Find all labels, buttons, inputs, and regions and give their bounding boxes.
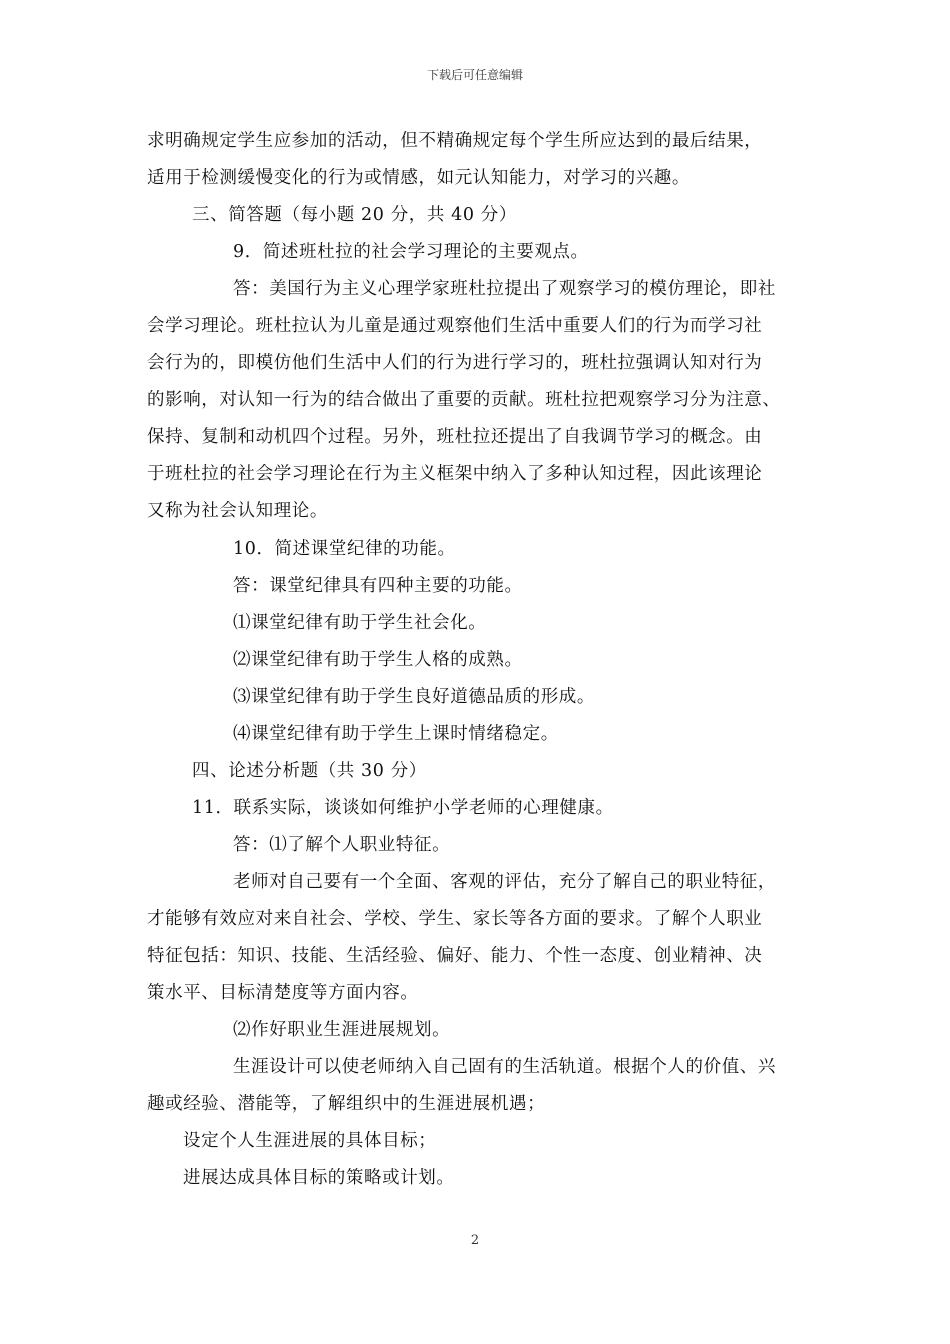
page-number: 2 (470, 1233, 480, 1248)
body-line: 策水平、目标清楚度等方面内容。 (147, 983, 419, 1003)
body-line: 适用于检测缓慢变化的行为或情感，如元认知能力，对学习的兴趣。 (147, 168, 690, 188)
question: 9．简述班杜拉的社会学习理论的主要观点。 (233, 242, 589, 262)
body-line: 生涯设计可以使老师纳入自己固有的生活轨道。根据个人的价值、兴 (233, 1057, 776, 1077)
list-item: ⑶课堂纪律有助于学生良好道德品质的形成。 (233, 687, 595, 707)
body-line: 进展达成具体目标的策略或计划。 (183, 1168, 455, 1188)
body-line: 特征包括：知识、技能、生活经验、偏好、能力、个性一态度、创业精神、决 (147, 946, 763, 966)
answer-line: 答：课堂纪律具有四种主要的功能。 (233, 576, 523, 596)
question: 10．简述课堂纪律的功能。 (233, 539, 456, 559)
body-line: 保持、复制和动机四个过程。另外，班杜拉还提出了自我调节学习的概念。由 (147, 427, 763, 447)
body-line: 会行为的，即模仿他们生活中人们的行为进行学习的，班杜拉强调认知对行为 (147, 353, 763, 373)
body-line: 的影响，对认知一行为的结合做出了重要的贡献。班杜拉把观察学习分为注意、 (147, 390, 781, 410)
body-line: 才能够有效应对来自社会、学校、学生、家长等各方面的要求。了解个人职业 (147, 909, 763, 929)
section-heading: 三、简答题（每小题 20 分，共 40 分） (192, 205, 517, 225)
list-item: ⑴课堂纪律有助于学生社会化。 (233, 613, 487, 633)
body-line: 求明确规定学生应参加的活动，但不精确规定每个学生所应达到的最后结果， (147, 131, 763, 151)
body-line: 于班杜拉的社会学习理论在行为主义框架中纳入了多种认知过程，因此该理论 (147, 464, 763, 484)
page-header: 下载后可任意编辑 (426, 68, 523, 82)
body-line: 设定个人生涯进展的具体目标； (183, 1131, 437, 1151)
answer-line: 答：美国行为主义心理学家班杜拉提出了观察学习的模仿理论，即社 (233, 279, 776, 299)
section-heading: 四、论述分析题（共 30 分） (192, 761, 427, 781)
list-item: ⑵作好职业生涯进展规划。 (233, 1020, 451, 1040)
body-line: 又称为社会认知理论。 (147, 501, 328, 521)
question: 11．联系实际，谈谈如何维护小学老师的心理健康。 (192, 798, 614, 818)
body-line: 老师对自己要有一个全面、客观的评估，充分了解自己的职业特征， (233, 872, 776, 892)
body-line: 趣或经验、潜能等，了解组织中的生涯进展机遇； (147, 1094, 546, 1114)
list-item: ⑷课堂纪律有助于学生上课时情绪稳定。 (233, 724, 559, 744)
body-line: 会学习理论。班杜拉认为儿童是通过观察他们生活中重要人们的行为而学习社 (147, 316, 763, 336)
list-item: ⑵课堂纪律有助于学生人格的成熟。 (233, 650, 523, 670)
answer-line: 答：⑴了解个人职业特征。 (233, 835, 451, 855)
